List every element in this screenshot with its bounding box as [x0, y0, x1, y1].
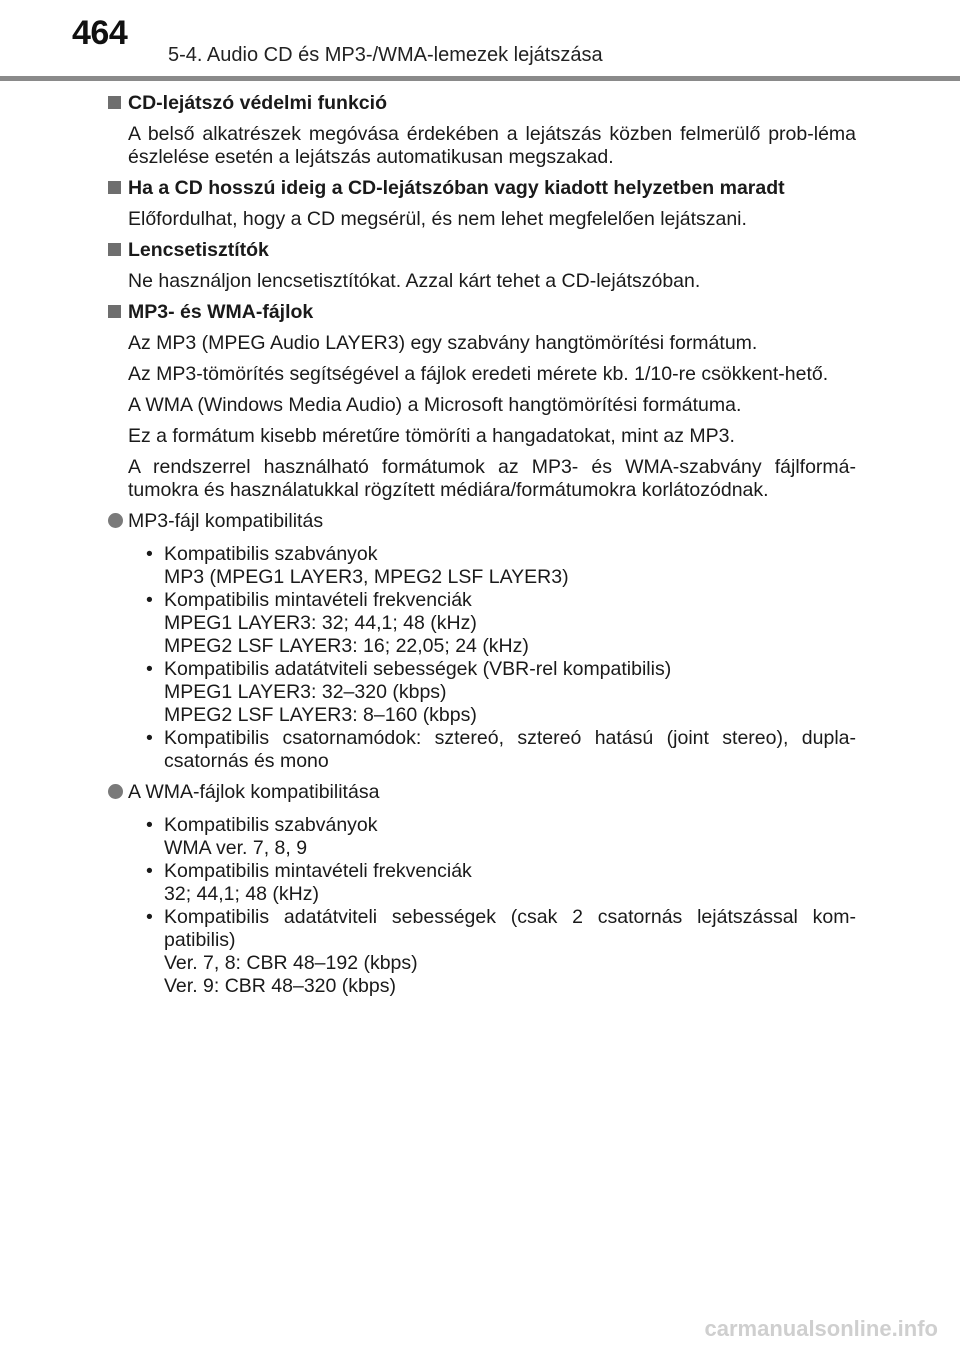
paragraph: Ez a formátum kisebb méretűre tömöríti a hangadatokat, mint az MP3. — [128, 425, 735, 447]
header-rule — [0, 76, 960, 81]
square-bullet-icon — [108, 305, 121, 318]
circle-bullet-icon — [108, 784, 123, 799]
list-item: • Kompatibilis csatornamódok: sztereó, sztereó hatású (joint stereo), dupla-csatornás és mono — [146, 727, 856, 772]
square-bullet-icon — [108, 96, 121, 109]
section-title-cd-protection: CD-lejátszó védelmi funkció — [108, 92, 856, 115]
section-title-mp3-wma-files: MP3- és WMA-fájlok — [108, 301, 856, 324]
paragraph: Előfordulhat, hogy a CD megsérül, és nem lehet megfelelően lejátszani. — [128, 208, 747, 230]
watermark: carmanualsonline.info — [704, 1316, 938, 1341]
mp3-compat-list — [108, 543, 856, 773]
paragraph: Ne használjon lencsetisztítókat. Azzal kárt tehet a CD-lejátszóban. — [128, 270, 701, 292]
section-title-cd-left-inside: Ha a CD hosszú ideig a CD-lejátszóban vagy kiadott helyzetben maradt — [108, 177, 856, 200]
square-bullet-icon — [108, 243, 121, 256]
list-item: • Kompatibilis mintavételi frekvenciák 32; 44,1; 48 (kHz) — [146, 860, 472, 905]
bullet-icon: • — [146, 860, 153, 882]
page-number: 464 — [72, 14, 128, 52]
subsection-title-mp3-compat: MP3-fájl kompatibilitás — [108, 510, 856, 533]
bullet-icon: • — [146, 589, 153, 611]
bullet-icon: • — [146, 727, 153, 749]
list-item: • Kompatibilis adatátviteli sebességek (csak 2 csatornás lejátszással kom-patibilis) Ver. 7, 8: CBR 48–192 (kbps) Ver. 9: CBR 48–320 (kbps) — [146, 906, 856, 997]
list-item: • Kompatibilis szabványok MP3 (MPEG1 LAYER3, MPEG2 LSF LAYER3) — [146, 543, 569, 588]
wma-compat-list — [108, 814, 856, 998]
list-item: • Kompatibilis mintavételi frekvenciák MPEG1 LAYER3: 32; 44,1; 48 (kHz) MPEG2 LSF LAYER3: 16; 22,05; 24 (kHz) — [146, 589, 529, 657]
section-title-lens-cleaners: Lencsetisztítók — [108, 239, 856, 262]
bullet-icon: • — [146, 658, 153, 680]
list-item: • Kompatibilis adatátviteli sebességek (VBR-rel kompatibilis) MPEG1 LAYER3: 32–320 (kbps) MPEG2 LSF LAYER3: 8–160 (kbps) — [146, 658, 672, 726]
square-bullet-icon — [108, 181, 121, 194]
paragraph: A rendszerrel használható formátumok az MP3- és WMA-szabvány fájlformá-tumokra és használatukkal rögzített médiára/formátumokra korlátozódnak. — [128, 456, 856, 501]
paragraph: Az MP3 (MPEG Audio LAYER3) egy szabvány hangtömörítési formátum. — [128, 332, 758, 354]
circle-bullet-icon — [108, 513, 123, 528]
bullet-icon: • — [146, 543, 153, 565]
paragraph: Az MP3-tömörítés segítségével a fájlok eredeti mérete kb. 1/10-re csökkent-hető. — [128, 363, 829, 385]
chapter-title: 5-4. Audio CD és MP3-/WMA-lemezek lejátszása — [168, 44, 603, 66]
bullet-icon: • — [146, 814, 153, 836]
page-content — [108, 92, 856, 1006]
bullet-icon: • — [146, 906, 153, 928]
page-header — [0, 0, 960, 80]
paragraph: A belső alkatrészek megóvása érdekében a lejátszás közben felmerülő prob-léma észlelése esetén a lejátszás automatikusan megszakad. — [128, 123, 856, 168]
subsection-title-wma-compat: A WMA-fájlok kompatibilitása — [108, 781, 856, 804]
paragraph: A WMA (Windows Media Audio) a Microsoft hangtömörítési formátuma. — [128, 394, 742, 416]
list-item: • Kompatibilis szabványok WMA ver. 7, 8, 9 — [146, 814, 378, 859]
